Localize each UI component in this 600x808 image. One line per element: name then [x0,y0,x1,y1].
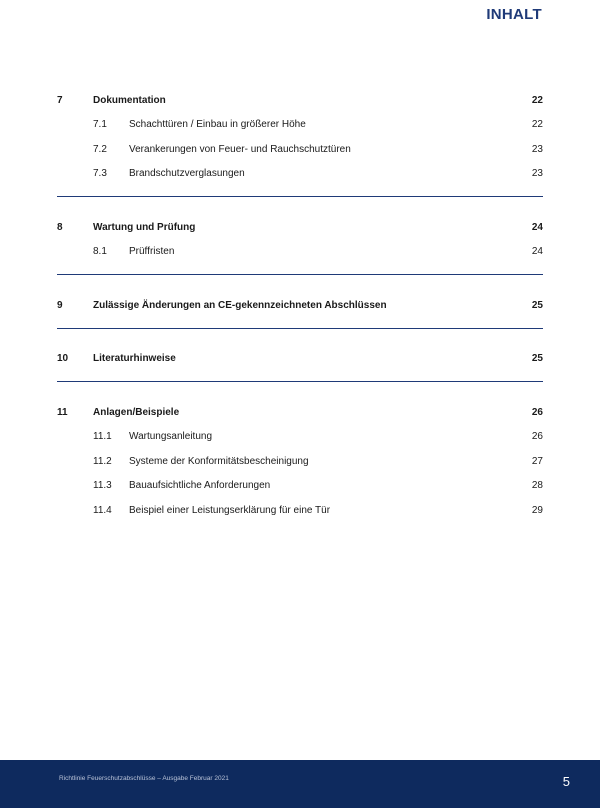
section-divider [57,328,543,329]
chapter-page: 25 [531,353,543,365]
section-divider [57,196,543,197]
subsection-title: Prüffristen [129,246,175,258]
toc-subsection-row[interactable] [57,449,543,474]
toc-subsection-row[interactable] [57,137,543,162]
subsection-number: 11.1 [93,431,112,443]
toc-section [57,341,543,372]
chapter-page: 22 [531,94,543,106]
subsection-page: 23 [531,143,543,155]
subsection-page: 22 [531,119,543,131]
footer-caption: Richtlinie Feuerschutzabschlüsse – Ausgabe Februar 2021 [59,775,229,782]
chapter-page: 26 [531,406,543,418]
subsection-title: Schachttüren / Einbau in größerer Höhe [129,119,306,131]
chapter-title: Literaturhinweise [93,353,176,365]
toc-subsection-row[interactable] [57,474,543,499]
subsection-page: 28 [531,480,543,492]
chapter-number: 11 [57,406,68,418]
chapter-number: 7 [57,94,63,106]
toc-section [57,287,543,318]
subsection-title: Bauaufsichtliche Anforderungen [129,480,271,492]
chapter-title: Zulässige Änderungen an CE-gekennzeichneten Abschlüssen [93,299,387,311]
subsection-title: Systeme der Konformitätsbescheinigung [129,455,309,467]
subsection-number: 7.2 [93,143,107,155]
subsection-title: Brandschutzverglasungen [129,168,245,180]
subsection-number: 7.3 [93,168,107,180]
page-footer [0,760,600,808]
subsection-number: 11.3 [93,480,112,492]
chapter-title: Wartung und Prüfung [93,221,196,233]
toc-chapter-row[interactable] [57,400,543,425]
subsection-page: 23 [531,168,543,180]
toc-subsection-row[interactable] [57,425,543,450]
chapter-number: 9 [57,299,63,311]
toc-subsection-row[interactable] [57,113,543,138]
toc-chapter-row[interactable] [57,88,543,113]
chapter-title: Dokumentation [93,94,166,106]
subsection-title: Wartungsanleitung [129,431,213,443]
subsection-number: 11.2 [93,455,112,467]
toc-section [57,394,543,523]
footer-page-number: 5 [562,774,570,789]
toc-subsection-row[interactable] [57,498,543,523]
subsection-title: Beispiel einer Leistungserklärung für eine Tür [129,504,331,516]
toc-chapter-row[interactable] [57,293,543,318]
toc-subsection-row[interactable] [57,162,543,187]
chapter-title: Anlagen/Beispiele [93,406,180,418]
subsection-page: 26 [531,431,543,443]
subsection-number: 7.1 [93,119,107,131]
chapter-number: 10 [57,353,69,365]
subsection-number: 11.4 [93,504,112,516]
subsection-page: 24 [531,246,543,258]
chapter-page: 24 [531,221,543,233]
chapter-page: 25 [531,299,543,311]
subsection-number: 8.1 [93,246,107,258]
subsection-page: 29 [531,504,543,516]
subsection-title: Verankerungen von Feuer- und Rauchschutztüren [129,143,351,155]
toc-chapter-row[interactable] [57,215,543,240]
toc-chapter-row[interactable] [57,347,543,372]
toc-section [57,82,543,186]
subsection-page: 27 [531,455,543,467]
page-header-title: INHALT [486,6,542,23]
toc-subsection-row[interactable] [57,240,543,265]
section-divider [57,381,543,382]
table-of-contents [57,82,543,523]
section-divider [57,274,543,275]
toc-section [57,209,543,264]
chapter-number: 8 [57,221,63,233]
